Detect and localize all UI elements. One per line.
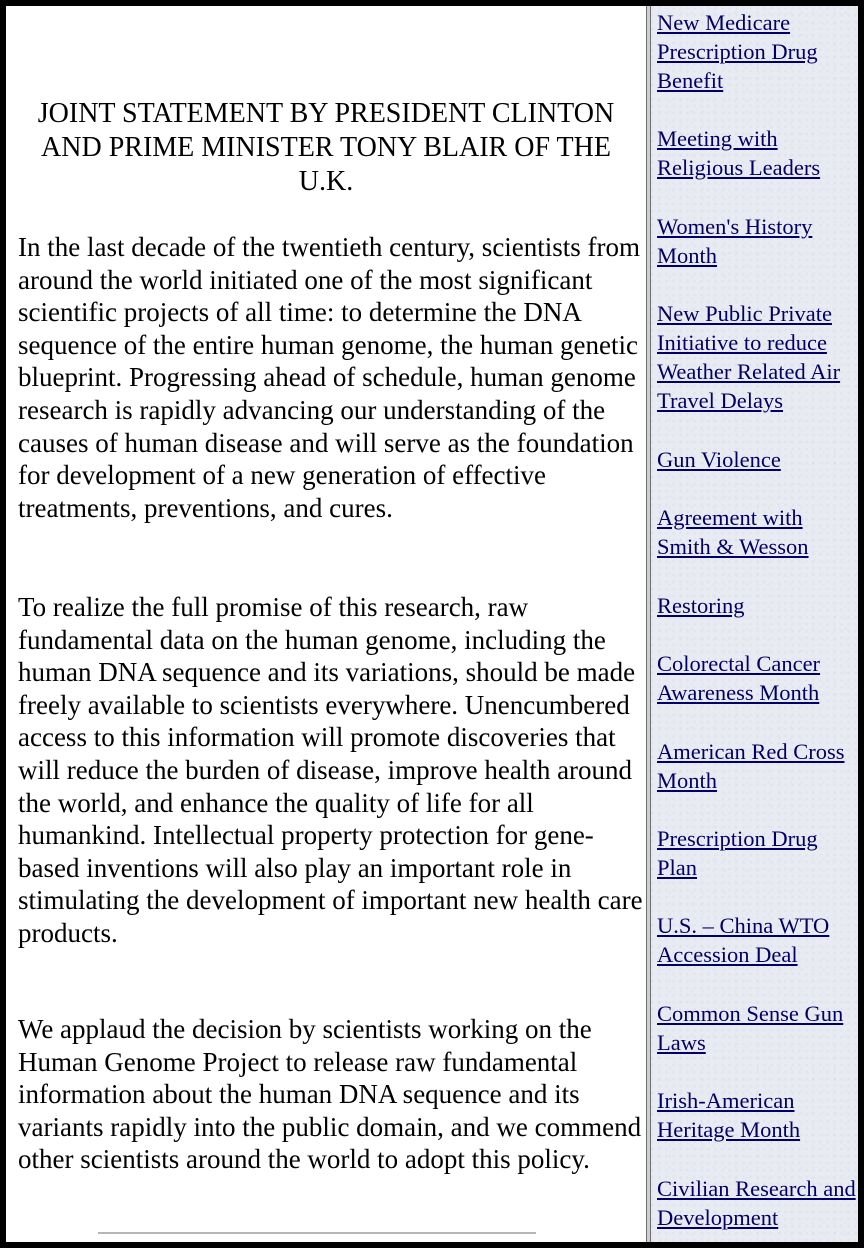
sidebar-link-smith-wesson[interactable]: Agreement with Smith & Wesson xyxy=(657,505,809,559)
sidebar-link-red-cross-month[interactable]: American Red Cross Month xyxy=(657,739,845,793)
sidebar-link-womens-history-month[interactable]: Women's History Month xyxy=(657,214,813,268)
main-content xyxy=(6,6,646,1242)
statement-paragraph-1: In the last decade of the twentieth century, scientists from around the world initiated one of the most significant scientific projects of all time: to determine the DNA sequence of the entire human genome, the human genetic blueprint. Progressing ahead of schedule, human genome research is rapidly advancing our understanding of the causes of human disease and will serve as the foundation for development of a new generation of effective treatments, preventions, and cures. xyxy=(18,232,641,523)
sidebar-link-restoring[interactable]: Restoring xyxy=(657,593,745,618)
sidebar-link-gun-laws[interactable]: Common Sense Gun Laws xyxy=(657,1001,844,1055)
sidebar-nav xyxy=(651,6,858,1242)
sidebar-link-medicare-drug-benefit[interactable]: New Medicare Prescription Drug Benefit xyxy=(657,10,818,93)
sidebar-link-colorectal-cancer[interactable]: Colorectal Cancer Awareness Month xyxy=(657,651,821,705)
horizontal-rule xyxy=(98,1232,536,1234)
page-title: JOINT STATEMENT BY PRESIDENT CLINTON AND PRIME MINISTER TONY BLAIR OF THE U.K. xyxy=(37,98,615,197)
sidebar-link-air-travel-delays[interactable]: New Public Private Initiative to reduce Weather Related Air Travel Delays xyxy=(657,301,841,413)
browser-page xyxy=(6,6,858,1242)
statement-paragraph-2: To realize the full promise of this research, raw fundamental data on the human genome, including the human DNA sequence and its variations, should be made freely available to scientists everywhere. Unencumbered access to this information will promote discoveries that will reduce the burden of disease, improve health around the world, and enhance the quality of life for all humankind. Intellectual property protection for gene-based inventions will also play an important role in stimulating the development of important new health care products. xyxy=(18,592,643,948)
sidebar-link-prescription-drug-plan[interactable]: Prescription Drug Plan xyxy=(657,826,818,880)
sidebar-link-civilian-research[interactable]: Civilian Research and Development xyxy=(657,1176,856,1230)
statement-paragraph-3: We applaud the decision by scientists working on the Human Genome Project to release raw fundamental information about the human DNA sequence and its variants rapidly into the public domain, and we commend other scientists around the world to adopt this policy. xyxy=(18,1014,642,1175)
sidebar-link-gun-violence[interactable]: Gun Violence xyxy=(657,447,781,472)
sidebar-link-irish-american-month[interactable]: Irish-American Heritage Month xyxy=(657,1088,801,1142)
sidebar-link-religious-leaders[interactable]: Meeting with Religious Leaders xyxy=(657,126,821,180)
sidebar-link-china-wto[interactable]: U.S. – China WTO Accession Deal xyxy=(657,913,830,967)
